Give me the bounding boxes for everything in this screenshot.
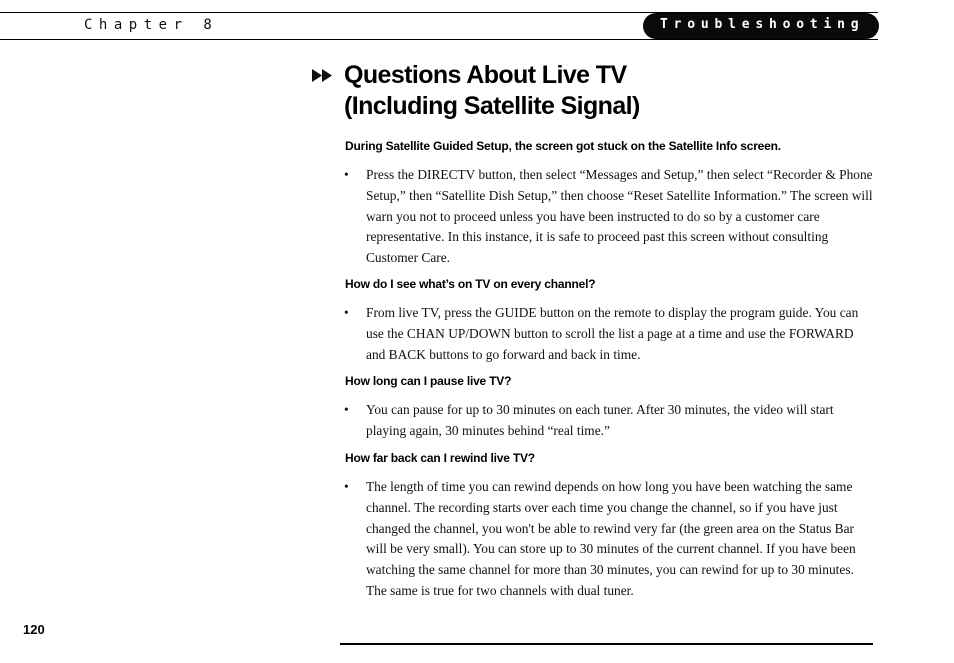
footer-rule <box>340 643 873 645</box>
bullet: • <box>344 305 349 320</box>
section-title <box>344 60 904 122</box>
section-title-line-1: Questions About Live TV <box>344 61 627 89</box>
bullet: • <box>344 402 349 417</box>
answer-text: The length of time you can rewind depends on how long you have been watching the same channel. The recording starts over each time you change the channel, so if you have just changed the channel, you won't be able to rewind very far (the green area on the Status Bar will be very small). You can store up to 30 minutes of the current channel. If you have been watching the same channel for more than 30 minutes, you can rewind for up to 30 minutes. The same is true for two channels with dual tuner. <box>366 479 856 598</box>
section-title-line-2: (Including Satellite Signal) <box>344 92 640 120</box>
answer-text: You can pause for up to 30 minutes on each tuner. After 30 minutes, the video will start playing again, 30 minutes behind “real time.” <box>366 402 834 438</box>
question-heading: How do I see what’s on TV on every channel? <box>345 277 596 291</box>
header-rule-bottom <box>0 39 878 40</box>
answer-item <box>344 165 876 269</box>
bullet: • <box>344 167 349 182</box>
answer-text: From live TV, press the GUIDE button on the remote to display the program guide. You can use the CHAN UP/DOWN button to scroll the list a page at a time and use the FORWARD and BACK buttons to go forward and back in time. <box>366 305 859 362</box>
question-heading: How far back can I rewind live TV? <box>345 451 535 465</box>
section-tab <box>643 13 879 39</box>
answer-item <box>344 303 876 365</box>
section-tab-label: Troubleshooting <box>660 17 865 32</box>
bullet: • <box>344 479 349 494</box>
answer-item <box>344 477 876 602</box>
question-heading: During Satellite Guided Setup, the screen got stuck on the Satellite Info screen. <box>345 139 781 153</box>
page-number: 120 <box>23 622 45 637</box>
fast-forward-icon <box>312 69 334 82</box>
chapter-label: Chapter 8 <box>84 17 219 33</box>
question-heading: How long can I pause live TV? <box>345 374 512 388</box>
answer-text: Press the DIRECTV button, then select “Messages and Setup,” then select “Recorder & Phone Setup,” then “Satellite Dish Setup,” then choose “Reset Satellite Information.” The screen will warn you not to proceed unless you have been instructed to do so by a customer care representative. In this instance, it is safe to proceed past this screen without consulting Customer Care. <box>366 167 873 266</box>
answer-item <box>344 400 876 442</box>
